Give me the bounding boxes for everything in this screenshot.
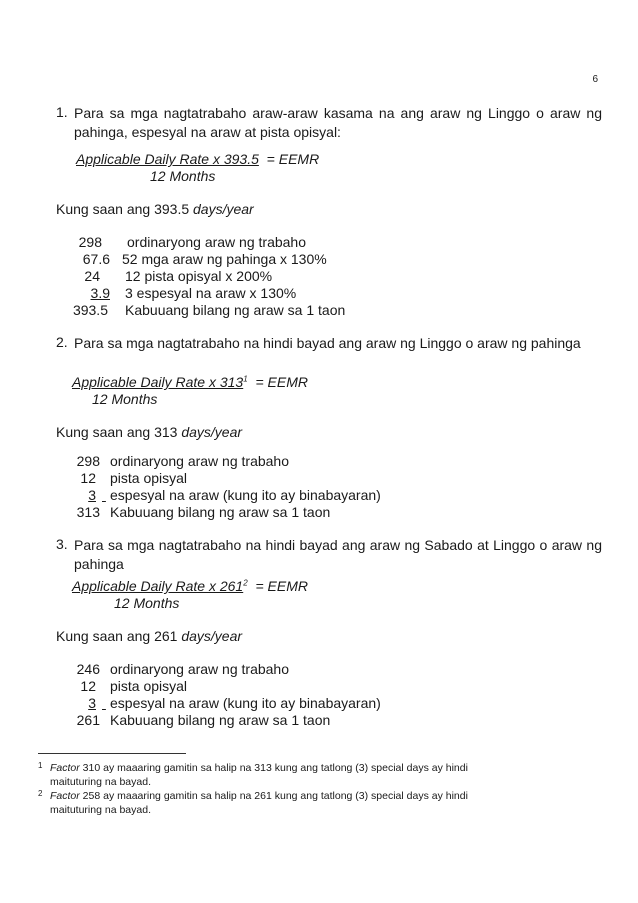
kung-unit: days/year bbox=[193, 201, 254, 217]
page-number: 6 bbox=[592, 74, 598, 85]
kung-unit: days/year bbox=[181, 424, 243, 440]
row-value: 12 bbox=[80, 678, 96, 694]
formula-denominator: 12 Months bbox=[150, 168, 216, 184]
footnote-1 bbox=[38, 761, 508, 789]
row-desc: ordinaryong araw ng trabaho bbox=[127, 234, 307, 250]
item-number: 3. bbox=[56, 536, 68, 552]
row-desc: espesyal na araw (kung ito ay binabayaran) bbox=[110, 695, 381, 711]
row-value: 3.9 bbox=[90, 285, 110, 301]
kung-prefix: Kung saan ang 313 bbox=[56, 424, 178, 440]
kung-unit: days/year bbox=[181, 628, 243, 644]
row-desc: ordinaryong araw ng trabaho bbox=[110, 453, 290, 469]
formula bbox=[76, 151, 319, 167]
row-desc: 52 mga araw ng pahinga x 130% bbox=[122, 251, 327, 267]
row-desc: Kabuuang bilang ng araw sa 1 taon bbox=[110, 712, 331, 728]
formula-sup: 2 bbox=[243, 578, 248, 588]
row-value: 313 bbox=[76, 504, 100, 520]
formula-denominator: 12 Months bbox=[92, 391, 158, 407]
row-desc: espesyal na araw (kung ito ay binabayaran) bbox=[110, 487, 381, 503]
row-desc-underlined-lead bbox=[102, 695, 106, 711]
row-value: 298 bbox=[76, 453, 100, 469]
row-desc: Kabuuang bilang ng araw sa 1 taon bbox=[110, 504, 331, 520]
kung-prefix: Kung saan ang 393.5 bbox=[56, 201, 190, 217]
formula bbox=[72, 578, 308, 594]
row-value: 261 bbox=[76, 712, 100, 728]
row-value: 24 bbox=[84, 268, 100, 284]
formula-lhs: Applicable Daily Rate x 313 bbox=[72, 374, 244, 390]
footnote-2 bbox=[38, 789, 508, 817]
kung-saan-line bbox=[56, 424, 242, 440]
row-desc: ordinaryong araw ng trabaho bbox=[110, 661, 290, 677]
row-value: 3 bbox=[88, 487, 96, 503]
kung-saan-line bbox=[56, 201, 254, 217]
formula-lhs: Applicable Daily Rate x 261 bbox=[72, 578, 244, 594]
item-text: Para sa mga nagtatrabaho na hindi bayad ang araw ng Linggo o araw ng pahinga bbox=[74, 335, 581, 351]
footnote-mark: 1 bbox=[38, 761, 43, 770]
formula-rhs: = EEMR bbox=[255, 578, 308, 594]
formula-denominator: 12 Months bbox=[114, 595, 180, 611]
formula-lhs: Applicable Daily Rate x 393.5 bbox=[76, 151, 259, 167]
row-value: 298 bbox=[78, 234, 102, 250]
row-desc: 12 pista opisyal x 200% bbox=[125, 268, 273, 284]
row-value: 393.5 bbox=[72, 302, 108, 318]
row-value: 3 bbox=[88, 695, 96, 711]
formula bbox=[72, 374, 308, 390]
row-value: 246 bbox=[76, 661, 100, 677]
row-desc: pista opisyal bbox=[110, 678, 188, 694]
row-desc: 3 espesyal na araw x 130% bbox=[125, 285, 297, 301]
footnote-mark: 2 bbox=[38, 789, 43, 798]
formula-rhs: = EEMR bbox=[255, 374, 308, 390]
formula-rhs: = EEMR bbox=[266, 151, 320, 167]
item-number: 2. bbox=[56, 334, 68, 350]
row-desc-underlined-lead bbox=[102, 487, 106, 503]
kung-saan-line bbox=[56, 628, 242, 644]
item-text: Para sa mga nagtatrabaho araw-araw kasama na ang araw ng Linggo o araw ng pahinga, espesyal na araw at pista opisyal: bbox=[74, 105, 602, 140]
row-desc: pista opisyal bbox=[110, 470, 188, 486]
kung-prefix: Kung saan ang 261 bbox=[56, 628, 178, 644]
footnote-text: Factor 258 ay maaaring gamitin sa halip na 261 kung ang tatlong (3) special days ay hindi maituturing na bayad. bbox=[50, 790, 468, 816]
formula-sup: 1 bbox=[243, 374, 248, 384]
footnote-divider bbox=[38, 753, 186, 754]
row-value: 12 bbox=[80, 470, 96, 486]
footnote-text: Factor 310 ay maaaring gamitin sa halip na 313 kung ang tatlong (3) special days ay hindi maituturing na bayad. bbox=[50, 762, 468, 788]
row-desc: Kabuuang bilang ng araw sa 1 taon bbox=[125, 302, 346, 318]
item-text: Para sa mga nagtatrabaho na hindi bayad ang araw ng Sabado at Linggo o araw ng pahinga bbox=[74, 537, 602, 572]
row-value: 67.6 bbox=[82, 251, 110, 267]
item-number: 1. bbox=[56, 104, 68, 120]
